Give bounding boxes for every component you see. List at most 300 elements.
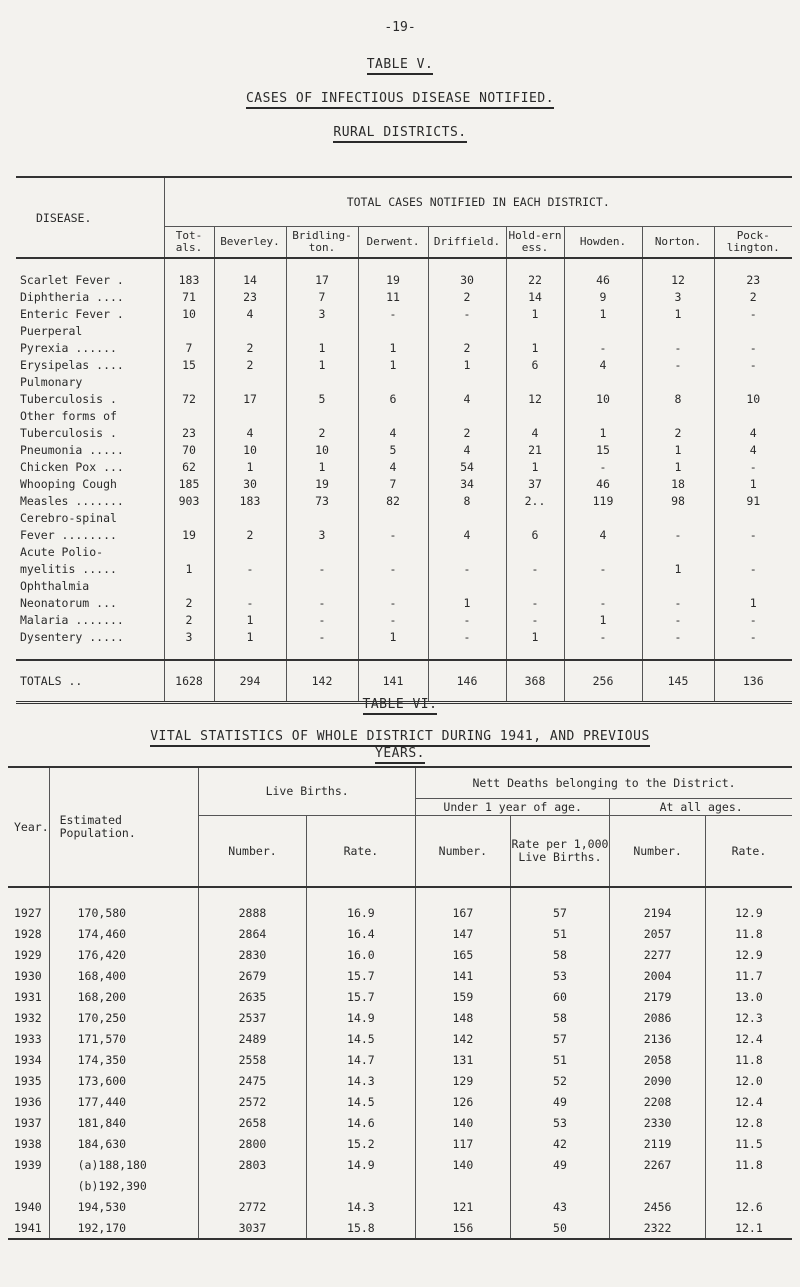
population-cell: 184,630 — [49, 1133, 199, 1154]
population-cell: 181,840 — [49, 1112, 199, 1133]
case-count-cell: - — [286, 594, 358, 611]
table-row — [16, 458, 792, 475]
case-count-cell: - — [564, 594, 642, 611]
case-count-cell: 4 — [506, 424, 564, 441]
birth-rate-cell: 14.3 — [306, 1196, 415, 1217]
infant-deaths-cell: 129 — [416, 1070, 511, 1091]
population-cell: 170,580 — [49, 887, 199, 923]
disease-label-prefix-row — [16, 407, 792, 424]
deaths-number-header: Number. — [610, 816, 706, 888]
table-row — [16, 441, 792, 458]
deaths-cell: 2090 — [610, 1070, 706, 1091]
case-count-cell: - — [358, 594, 428, 611]
total-cell: 142 — [286, 660, 358, 703]
table6-subtitle-years: YEARS. — [0, 746, 800, 761]
case-count-cell: 8 — [642, 390, 714, 407]
vital-statistics-table — [8, 766, 792, 1240]
disease-label: Enteric Fever . — [20, 306, 124, 321]
table-row — [16, 424, 792, 441]
disease-label-prefix-row — [16, 373, 792, 390]
total-cell: 294 — [214, 660, 286, 703]
case-count-cell: - — [714, 339, 792, 356]
birth-rate-cell — [306, 1175, 415, 1196]
case-count-cell: - — [358, 611, 428, 628]
case-count-cell: - — [564, 628, 642, 645]
case-count-cell: 1 — [286, 339, 358, 356]
birth-rate-cell: 14.5 — [306, 1028, 415, 1049]
total-cell: 145 — [642, 660, 714, 703]
infant-rate-cell: 50 — [510, 1217, 610, 1239]
population-cell: 170,250 — [49, 1007, 199, 1028]
infant-deaths-cell: 167 — [416, 887, 511, 923]
disease-label: myelitis ..... — [20, 561, 117, 576]
page-number: -19- — [384, 20, 416, 35]
table-row — [16, 526, 792, 543]
total-cell: 136 — [714, 660, 792, 703]
table-row — [16, 628, 792, 645]
table-row — [16, 492, 792, 509]
infant-deaths-cell: 165 — [416, 944, 511, 965]
case-count-cell: 7 — [358, 475, 428, 492]
population-cell: 168,400 — [49, 965, 199, 986]
disease-label: Diphtheria .... — [20, 289, 124, 304]
totals-label: TOTALS .. — [16, 660, 164, 703]
case-count-cell: 1 — [428, 356, 506, 373]
case-count-cell: 2 — [428, 288, 506, 305]
case-count-cell: - — [642, 594, 714, 611]
all-ages-header: At all ages. — [610, 799, 792, 816]
case-count-cell: - — [428, 305, 506, 322]
case-count-cell: 1 — [428, 594, 506, 611]
table-row — [16, 288, 792, 305]
birth-rate-cell: 14.7 — [306, 1049, 415, 1070]
district-column-header: Bridling-ton. — [286, 227, 358, 259]
district-column-header: Derwent. — [358, 227, 428, 259]
case-count-cell: 4 — [214, 424, 286, 441]
births-cell: 2558 — [199, 1049, 307, 1070]
case-count-cell: 10 — [164, 305, 214, 322]
death-rate-cell: 12.9 — [705, 944, 792, 965]
births-cell: 2658 — [199, 1112, 307, 1133]
year-cell: 1927 — [14, 905, 42, 920]
under-one-header: Under 1 year of age. — [416, 799, 610, 816]
disease-label-prefix: Ophthalmia — [20, 578, 90, 593]
case-count-cell: 10 — [286, 441, 358, 458]
case-count-cell: - — [714, 611, 792, 628]
disease-header: DISEASE. — [16, 177, 164, 258]
deaths-cell — [610, 1175, 706, 1196]
disease-label: Tuberculosis . — [20, 425, 117, 440]
table-row — [16, 339, 792, 356]
case-count-cell: - — [358, 560, 428, 577]
table-row — [8, 1091, 792, 1112]
case-count-cell: 1 — [214, 611, 286, 628]
year-cell: 1935 — [14, 1073, 42, 1088]
population-cell: 177,440 — [49, 1091, 199, 1112]
case-count-cell: - — [714, 628, 792, 645]
infant-rate-cell: 52 — [510, 1070, 610, 1091]
case-count-cell: 1 — [358, 356, 428, 373]
case-count-cell: 12 — [506, 390, 564, 407]
case-count-cell: 1 — [714, 475, 792, 492]
disease-label: Tuberculosis . — [20, 391, 117, 406]
disease-label: Pneumonia ..... — [20, 442, 124, 457]
case-count-cell: 30 — [214, 475, 286, 492]
case-count-cell: 34 — [428, 475, 506, 492]
infant-deaths-cell: 142 — [416, 1028, 511, 1049]
case-count-cell: 71 — [164, 288, 214, 305]
year-cell: 1937 — [14, 1115, 42, 1130]
case-count-cell: - — [714, 458, 792, 475]
table-row — [16, 390, 792, 407]
table-row — [8, 1175, 792, 1196]
case-count-cell: 2 — [214, 356, 286, 373]
case-count-cell: 4 — [714, 424, 792, 441]
population-cell: (a)188,180 — [49, 1154, 199, 1175]
table5-title: TABLE V. — [0, 57, 800, 72]
case-count-cell: 6 — [506, 356, 564, 373]
births-cell: 2864 — [199, 923, 307, 944]
case-count-cell: - — [214, 560, 286, 577]
infant-rate-cell: 51 — [510, 923, 610, 944]
case-count-cell: - — [286, 560, 358, 577]
table-row — [8, 923, 792, 944]
total-cell: 141 — [358, 660, 428, 703]
deaths-cell: 2194 — [610, 887, 706, 923]
table-row — [8, 965, 792, 986]
disease-label: Whooping Cough — [20, 476, 117, 491]
case-count-cell: 5 — [286, 390, 358, 407]
deaths-cell: 2136 — [610, 1028, 706, 1049]
births-cell: 2635 — [199, 986, 307, 1007]
births-cell: 2537 — [199, 1007, 307, 1028]
case-count-cell: 3 — [642, 288, 714, 305]
case-count-cell: 1 — [564, 424, 642, 441]
births-cell: 3037 — [199, 1217, 307, 1239]
death-rate-cell: 11.7 — [705, 965, 792, 986]
disease-label-prefix-row — [16, 322, 792, 339]
table-row — [16, 594, 792, 611]
birth-rate-cell: 15.8 — [306, 1217, 415, 1239]
disease-label-prefix: Puerperal — [20, 323, 83, 338]
district-column-header: Howden. — [564, 227, 642, 259]
birth-rate-cell: 15.2 — [306, 1133, 415, 1154]
deaths-cell: 2277 — [610, 944, 706, 965]
death-rate-cell: 11.8 — [705, 1154, 792, 1175]
deaths-cell: 2179 — [610, 986, 706, 1007]
case-count-cell: 30 — [428, 258, 506, 288]
case-count-cell: 903 — [164, 492, 214, 509]
case-count-cell: 8 — [428, 492, 506, 509]
infant-deaths-cell: 156 — [416, 1217, 511, 1239]
case-count-cell: - — [564, 458, 642, 475]
deaths-cell: 2086 — [610, 1007, 706, 1028]
deaths-cell: 2456 — [610, 1196, 706, 1217]
case-count-cell: 1 — [214, 628, 286, 645]
case-count-cell: 82 — [358, 492, 428, 509]
case-count-cell: 185 — [164, 475, 214, 492]
case-count-cell: 1 — [642, 441, 714, 458]
case-count-cell: - — [642, 611, 714, 628]
case-count-cell: 1 — [358, 628, 428, 645]
population-cell: 174,460 — [49, 923, 199, 944]
infant-rate-cell: 60 — [510, 986, 610, 1007]
year-cell: 1931 — [14, 989, 42, 1004]
case-count-cell: - — [714, 305, 792, 322]
disease-label: Erysipelas .... — [20, 357, 124, 372]
case-count-cell: - — [506, 560, 564, 577]
table6-subtitle: VITAL STATISTICS OF WHOLE DISTRICT DURING 1941, AND PREVIOUS — [0, 729, 800, 744]
case-count-cell: 1 — [506, 339, 564, 356]
death-rate-cell — [705, 1175, 792, 1196]
infant-rate-cell: 57 — [510, 887, 610, 923]
table-row — [8, 944, 792, 965]
case-count-cell: 18 — [642, 475, 714, 492]
disease-label: Fever ........ — [20, 527, 117, 542]
deaths-header: Nett Deaths belonging to the District. — [416, 767, 792, 799]
case-count-cell: 23 — [214, 288, 286, 305]
year-cell: 1936 — [14, 1094, 42, 1109]
case-count-cell: - — [506, 611, 564, 628]
case-count-cell: 1 — [642, 560, 714, 577]
infant-rate-cell: 58 — [510, 944, 610, 965]
case-count-cell: 7 — [286, 288, 358, 305]
infant-deaths-cell: 148 — [416, 1007, 511, 1028]
deaths-cell: 2322 — [610, 1217, 706, 1239]
case-count-cell: 1 — [564, 611, 642, 628]
death-rate-cell: 11.8 — [705, 1049, 792, 1070]
district-column-header: Pock-lington. — [714, 227, 792, 259]
death-rate-cell: 12.4 — [705, 1091, 792, 1112]
case-count-cell: 46 — [564, 258, 642, 288]
table5-subtitle: CASES OF INFECTIOUS DISEASE NOTIFIED. — [0, 91, 800, 106]
infant-deaths-cell: 126 — [416, 1091, 511, 1112]
case-count-cell: 4 — [214, 305, 286, 322]
birth-rate-cell: 14.5 — [306, 1091, 415, 1112]
birth-rate-cell: 15.7 — [306, 986, 415, 1007]
case-count-cell: 2 — [164, 594, 214, 611]
table-row — [8, 887, 792, 923]
case-count-cell: 62 — [164, 458, 214, 475]
infant-deaths-cell: 141 — [416, 965, 511, 986]
total-cases-header: TOTAL CASES NOTIFIED IN EACH DISTRICT. — [164, 177, 792, 227]
case-count-cell: 14 — [506, 288, 564, 305]
infant-deaths-cell: 140 — [416, 1112, 511, 1133]
table-row — [16, 356, 792, 373]
deaths-cell: 2267 — [610, 1154, 706, 1175]
case-count-cell: - — [428, 628, 506, 645]
deaths-cell: 2119 — [610, 1133, 706, 1154]
case-count-cell: 6 — [358, 390, 428, 407]
birth-rate-cell: 16.9 — [306, 887, 415, 923]
disease-label: Chicken Pox ... — [20, 459, 124, 474]
death-rate-cell: 12.4 — [705, 1028, 792, 1049]
year-cell: 1934 — [14, 1052, 42, 1067]
case-count-cell: 3 — [164, 628, 214, 645]
case-count-cell: 7 — [164, 339, 214, 356]
death-rate-cell: 11.5 — [705, 1133, 792, 1154]
case-count-cell: 2 — [164, 611, 214, 628]
case-count-cell: 1 — [164, 560, 214, 577]
deaths-cell: 2058 — [610, 1049, 706, 1070]
case-count-cell: 70 — [164, 441, 214, 458]
infant-rate-cell: 43 — [510, 1196, 610, 1217]
case-count-cell: 22 — [506, 258, 564, 288]
district-column-header: Norton. — [642, 227, 714, 259]
case-count-cell: 4 — [428, 441, 506, 458]
infant-deaths-cell: 140 — [416, 1154, 511, 1175]
case-count-cell: 19 — [164, 526, 214, 543]
table-row — [16, 611, 792, 628]
case-count-cell: 1 — [286, 458, 358, 475]
disease-label-prefix-row — [16, 509, 792, 526]
disease-label-prefix: Other forms of — [20, 408, 117, 423]
case-count-cell: 1 — [564, 305, 642, 322]
case-count-cell: 15 — [164, 356, 214, 373]
case-count-cell: - — [214, 594, 286, 611]
total-cell: 146 — [428, 660, 506, 703]
infant-rate-cell: 49 — [510, 1154, 610, 1175]
district-column-header: Driffield. — [428, 227, 506, 259]
disease-label: Measles ....... — [20, 493, 124, 508]
table-row — [16, 560, 792, 577]
year-cell: 1932 — [14, 1010, 42, 1025]
disease-label: Malaria ....... — [20, 612, 124, 627]
table-row — [8, 1049, 792, 1070]
birth-rate-cell: 16.4 — [306, 923, 415, 944]
births-cell: 2800 — [199, 1133, 307, 1154]
death-rate-cell: 12.8 — [705, 1112, 792, 1133]
case-count-cell: 37 — [506, 475, 564, 492]
case-count-cell: 4 — [564, 356, 642, 373]
case-count-cell: 9 — [564, 288, 642, 305]
case-count-cell: 15 — [564, 441, 642, 458]
case-count-cell: 72 — [164, 390, 214, 407]
infant-deaths-cell: 159 — [416, 986, 511, 1007]
disease-label-prefix: Cerebro-spinal — [20, 510, 117, 525]
birth-rate-cell: 14.3 — [306, 1070, 415, 1091]
deaths-cell: 2004 — [610, 965, 706, 986]
case-count-cell: 91 — [714, 492, 792, 509]
birth-rate-cell: 16.0 — [306, 944, 415, 965]
table-row — [8, 1154, 792, 1175]
case-count-cell: 4 — [564, 526, 642, 543]
case-count-cell: 2 — [642, 424, 714, 441]
case-count-cell: 119 — [564, 492, 642, 509]
disease-label: Pyrexia ...... — [20, 340, 117, 355]
case-count-cell: 10 — [214, 441, 286, 458]
disease-label-prefix-row — [16, 543, 792, 560]
case-count-cell: - — [286, 611, 358, 628]
deaths-cell: 2057 — [610, 923, 706, 944]
case-count-cell: - — [506, 594, 564, 611]
case-count-cell: 17 — [286, 258, 358, 288]
infant-rate-cell: 58 — [510, 1007, 610, 1028]
table-row — [8, 986, 792, 1007]
case-count-cell: - — [286, 628, 358, 645]
live-births-header: Live Births. — [199, 767, 416, 816]
population-cell: 171,570 — [49, 1028, 199, 1049]
infant-rate-cell — [510, 1175, 610, 1196]
birth-rate-cell: 14.9 — [306, 1007, 415, 1028]
table-row — [8, 1007, 792, 1028]
case-count-cell: 19 — [286, 475, 358, 492]
total-cell: 368 — [506, 660, 564, 703]
births-cell: 2572 — [199, 1091, 307, 1112]
case-count-cell: 2 — [428, 424, 506, 441]
births-cell: 2803 — [199, 1154, 307, 1175]
death-rate-cell: 11.8 — [705, 923, 792, 944]
case-count-cell: - — [564, 339, 642, 356]
case-count-cell: 14 — [214, 258, 286, 288]
table-row — [8, 1028, 792, 1049]
year-cell: 1938 — [14, 1136, 42, 1151]
case-count-cell: 2 — [428, 339, 506, 356]
case-count-cell: - — [642, 628, 714, 645]
case-count-cell: - — [358, 305, 428, 322]
year-cell: 1928 — [14, 926, 42, 941]
case-count-cell: - — [714, 526, 792, 543]
year-rows — [8, 887, 792, 1239]
table-row — [8, 1196, 792, 1217]
case-count-cell: - — [428, 560, 506, 577]
case-count-cell: 1 — [358, 339, 428, 356]
case-count-cell: 23 — [714, 258, 792, 288]
death-rate-cell: 12.9 — [705, 887, 792, 923]
year-cell: 1929 — [14, 947, 42, 962]
population-cell: 194,530 — [49, 1196, 199, 1217]
case-count-cell: 4 — [358, 458, 428, 475]
district-column-header: Hold-ern ess. — [506, 227, 564, 259]
total-cell: 256 — [564, 660, 642, 703]
death-rate-cell: 12.1 — [705, 1217, 792, 1239]
disease-rows — [16, 258, 792, 645]
year-header: Year. — [8, 767, 49, 887]
disease-label-prefix: Pulmonary — [20, 374, 83, 389]
district-column-header: Tot-als. — [164, 227, 214, 259]
births-cell: 2679 — [199, 965, 307, 986]
disease-label: Neonatorum ... — [20, 595, 117, 610]
table-row — [8, 1070, 792, 1091]
infant-rate-cell: 51 — [510, 1049, 610, 1070]
deaths-cell: 2330 — [610, 1112, 706, 1133]
case-count-cell: 4 — [358, 424, 428, 441]
deaths-cell: 2208 — [610, 1091, 706, 1112]
table6-title: TABLE VI. — [0, 697, 800, 712]
infant-rate-cell: 53 — [510, 1112, 610, 1133]
infectious-disease-table — [16, 176, 792, 704]
birth-rate-cell: 14.6 — [306, 1112, 415, 1133]
case-count-cell: 73 — [286, 492, 358, 509]
infant-deaths-number-header: Number. — [416, 816, 511, 888]
infant-deaths-cell — [416, 1175, 511, 1196]
births-cell: 2475 — [199, 1070, 307, 1091]
case-count-cell: 1 — [286, 356, 358, 373]
case-count-cell: - — [428, 611, 506, 628]
births-cell: 2830 — [199, 944, 307, 965]
population-cell: 173,600 — [49, 1070, 199, 1091]
case-count-cell: 1 — [642, 305, 714, 322]
case-count-cell: 11 — [358, 288, 428, 305]
disease-label-prefix: Acute Polio- — [20, 544, 104, 559]
death-rate-cell: 12.0 — [705, 1070, 792, 1091]
case-count-cell: 12 — [642, 258, 714, 288]
case-count-cell: 10 — [714, 390, 792, 407]
year-cell: 1933 — [14, 1031, 42, 1046]
population-header: Estimated Population. — [49, 767, 199, 887]
case-count-cell: 1 — [642, 458, 714, 475]
case-count-cell: 2.. — [506, 492, 564, 509]
